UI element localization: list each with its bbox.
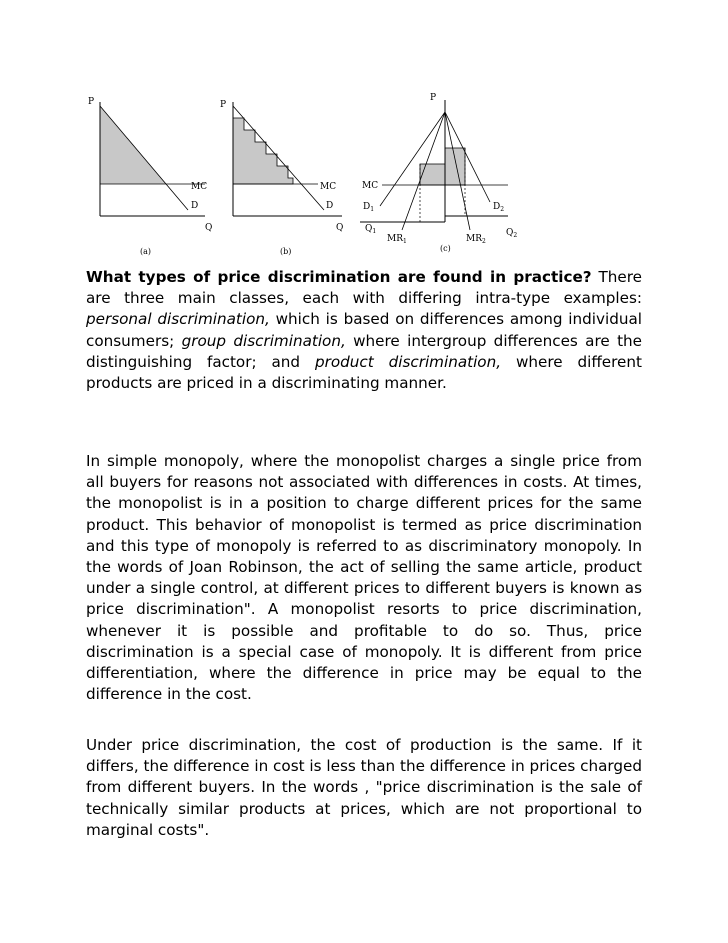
paragraph-1-text-d: where different products are priced in a discriminating manner.: [86, 352, 642, 393]
panel-a-p-label: P: [88, 97, 95, 107]
panel-b-p-label: P: [220, 100, 227, 110]
panel-c-q1-label: $Q_1$: [365, 224, 377, 235]
panel-c-mc-label: MC: [362, 181, 379, 191]
paragraph-cost-of-production: Under price discrimination, the cost of production is the same. If it differs, the difference in cost is less than the difference in prices charged from different buyers. In the words , "price discrimination is the sale of technically similar products at prices, which are not proportional to marginal costs".: [86, 736, 642, 839]
panel-a-caption: (a): [140, 247, 152, 256]
term-personal-discrimination: personal discrimination,: [86, 310, 270, 329]
term-group-discrimination: group discrimination,: [181, 331, 346, 350]
paragraph-simple-monopoly: In simple monopoly, where the monopolist charges a single price from all buyers for reasons not associated with differences in costs. At times, the monopolist is in a position to charge different prices for the same product. This behavior of monopolist is termed as price discrimination and this type of monopoly is referred to as discriminatory monopoly. In the words of Joan Robinson, the act of selling the same article, product under a single control, at different prices to different buyers is known as price discrimination". A monopolist resorts to price discrimination, whenever it is possible and profitable to do so. Thus, price discrimination is a special case of monopoly. It is different from price differentiation, where the difference in price may be equal to the difference in the cost.: [86, 452, 642, 704]
panel-a: [88, 97, 212, 256]
panel-c-p-label: P: [430, 93, 437, 103]
paragraph-1-text-a: There are three main classes, each with differing intra-type examples:: [86, 268, 642, 308]
paragraph-1-text-b: which is based on differences among individual consumers;: [86, 310, 642, 350]
question-heading: What types of price discrimination are found in practice?: [86, 268, 592, 286]
panel-c-q2-label: $Q_2$: [506, 228, 518, 239]
panel-b-mc-label: MC: [320, 182, 337, 192]
paragraph-price-discrimination-types: [86, 267, 642, 394]
panel-c-mr2-label: $MR_2$: [466, 234, 486, 245]
panel-c-market-1-area: [420, 164, 445, 185]
panel-c-d2-label: $D_2$: [493, 202, 505, 213]
panel-c-caption: (c): [440, 244, 451, 253]
price-discrimination-figure: [80, 88, 530, 268]
panel-b-d-label: D: [326, 201, 334, 211]
panel-c-d1-label: $D_1$: [363, 202, 375, 213]
panel-c: [360, 93, 517, 253]
panel-b-staircase-area: [233, 118, 293, 184]
panel-b-caption: (b): [280, 247, 292, 256]
panel-c-market-2-area: [445, 148, 465, 185]
paragraph-1-text-c: where intergroup differences are the distinguishing factor; and: [86, 331, 642, 371]
panel-c-d1-line: [380, 112, 445, 206]
panel-c-mr1-label: $MR_1$: [387, 234, 407, 245]
panel-b: [220, 100, 343, 256]
panel-b-q-label: Q: [336, 223, 344, 233]
panel-a-q-label: Q: [205, 223, 213, 233]
panel-a-d-label: D: [191, 201, 199, 211]
panel-a-mc-label: MC: [191, 182, 208, 192]
term-product-discrimination: product discrimination,: [314, 352, 502, 371]
